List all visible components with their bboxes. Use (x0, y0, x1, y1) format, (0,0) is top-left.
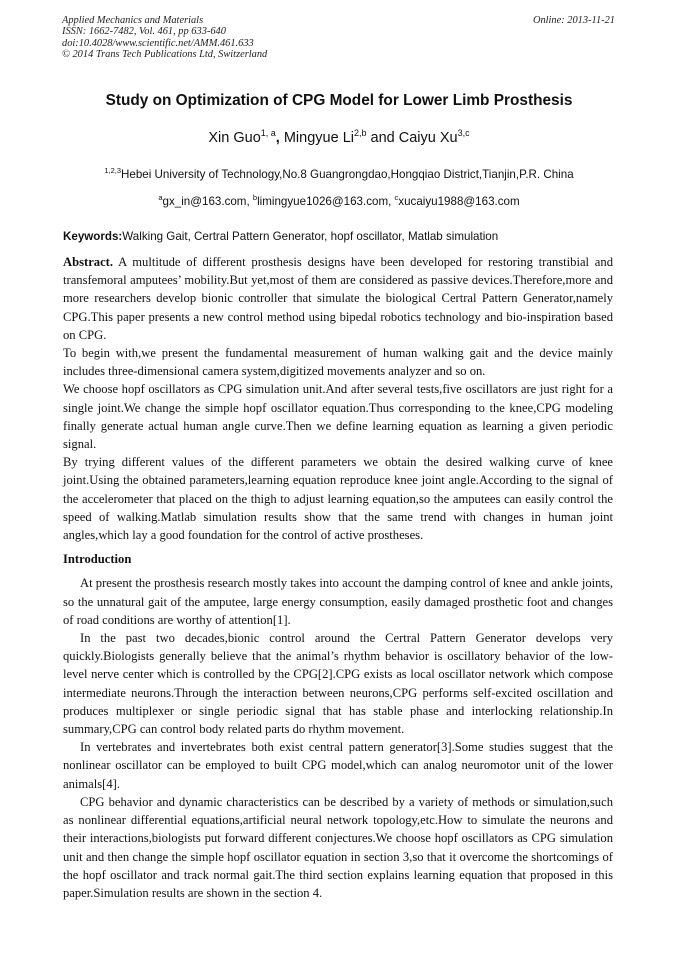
keywords-label: Keywords: (63, 230, 123, 243)
author-name: Mingyue Li (279, 129, 354, 146)
author-list (0, 128, 678, 146)
paper-title: Study on Optimization of CPG Model for Lower Limb Prosthesis (105, 92, 573, 109)
issn-line: ISSN: 1662-7482, Vol. 461, pp 633-640 (62, 26, 226, 38)
email-mark: c (394, 193, 399, 202)
author-separator: and (366, 129, 399, 146)
author-affil-mark: 3,c (457, 128, 470, 138)
author-separator: , (275, 129, 280, 146)
author-affil-mark: 1, a (260, 128, 276, 138)
abstract-paragraph: To begin with,we present the fundamental measurement of human walking gait and the device mainly includes three-dimensional camera system,digitized movements analyzer and so on. (63, 346, 613, 379)
affiliation-text: Hebei University of Technology,No.8 Guangrongdao,Hongqiao District,Tianjin,P.R. China (121, 167, 574, 181)
affiliation (0, 166, 678, 181)
intro-paragraph: In the past two decades,bionic control around the Certral Pattern Generator develops very quickly.Biologists generally believe that the animal’s rhythm behavior is oscillatory behavior of the low-level nerve center which is controlled by the CPG[2].CPG exists as local oscillator network which compose intermediate neurons.Through the interaction between neurons,CPG performs self-excited oscillation and produces multiplexer or single periodic signal that has stable phase and interlocking relationship.In summary,CPG can control body related parts do rhythm movement. (63, 631, 613, 737)
author-affil-mark: 2,b (353, 128, 367, 138)
online-date: Online: 2013-11-21 (532, 15, 615, 26)
intro-paragraph: In vertebrates and invertebrates both exist central pattern generator[3].Some studies suggest that the nonlinear oscillator can be employed to built CPG model,which can analog neuromotor unit of the lower animals[4]. (63, 740, 613, 791)
intro-paragraph: CPG behavior and dynamic characteristics can be described by a variety of methods or simulation,such as nonlinear differential equations,artificial neural network topology,etc.How to simulate the neurons and their interactions,biologists put forward different conjectures.We choose hopf oscillators as CPG simulation unit and then change the simple hopf oscillator equation in section 3,so that it overcome the shortcomings of the hopf oscillator and track normal gait.The third section explains learning equation that proposed in this paper.Simulation results are shown in the section 4. (63, 794, 613, 900)
email-mark: a (158, 193, 163, 202)
email-link[interactable]: gx_in@163.com, (162, 194, 253, 208)
email-list (0, 193, 678, 208)
abstract-paragraph: We choose hopf oscillators as CPG simulation unit.And after several tests,five oscillators are just right for a single joint.We change the simple hopf oscillator equation.Thus corresponding to the knee,CPG modeling finally generate actual human angle curve.Then we define learning equation as learning a given periodic signal. (63, 382, 613, 452)
paper-body (63, 253, 613, 902)
journal-meta (62, 15, 267, 61)
abstract-paragraph (63, 253, 613, 344)
intro-paragraph: At present the prosthesis research mostly takes into account the damping control of knee and ankle joints, so the unnatural gait of the amputee, large energy consumption, easily damaged prosthetic foot and changes of road conditions are worthy of attention[1]. (63, 576, 613, 627)
keywords (63, 230, 616, 243)
email-link[interactable]: xucaiyu1988@163.com (398, 194, 520, 208)
doi-line: doi:10.4028/www.scientific.net/AMM.461.633 (62, 37, 254, 49)
author-name: Caiyu Xu (398, 129, 458, 146)
keywords-text: Walking Gait, Certral Pattern Generator, hopf oscillator, Matlab simulation (122, 230, 499, 243)
journal-name: Applied Mechanics and Materials (62, 15, 204, 26)
abstract-text: A multitude of different prosthesis designs have been developed for restoring transtibial and transfemoral amputees’ mobility.But yet,most of them are considered as passive devices.Therefore,more and more researchers develop bionic controller that simulate the biological Certral Pattern Generator,namely CPG.This paper presents a new control method using bipedal robotics technology and bio-inspiration based on CPG. (63, 255, 613, 342)
copyright-line: © 2014 Trans Tech Publications Ltd, Switzerland (62, 49, 268, 61)
section-heading-introduction: Introduction (63, 552, 132, 567)
affiliation-mark: 1,2,3 (104, 166, 122, 175)
author-name: Xin Guo (208, 129, 261, 146)
email-mark: b (252, 193, 258, 202)
abstract-label: Abstract. (63, 255, 114, 269)
email-link[interactable]: limingyue1026@163.com, (257, 194, 395, 208)
abstract-paragraph: By trying different values of the different parameters we obtain the desired walking curve of knee joint.Using the obtained parameters,learning equation reproduce knee joint angle.According to the signal of the accelerometer that placed on the thigh to adjust learning equation,so the amputees can easily control the speed of walking.Matlab simulation results show that the same trend with changes in human joint angles,which lay a good foundation for the control of active prostheses. (63, 455, 613, 543)
